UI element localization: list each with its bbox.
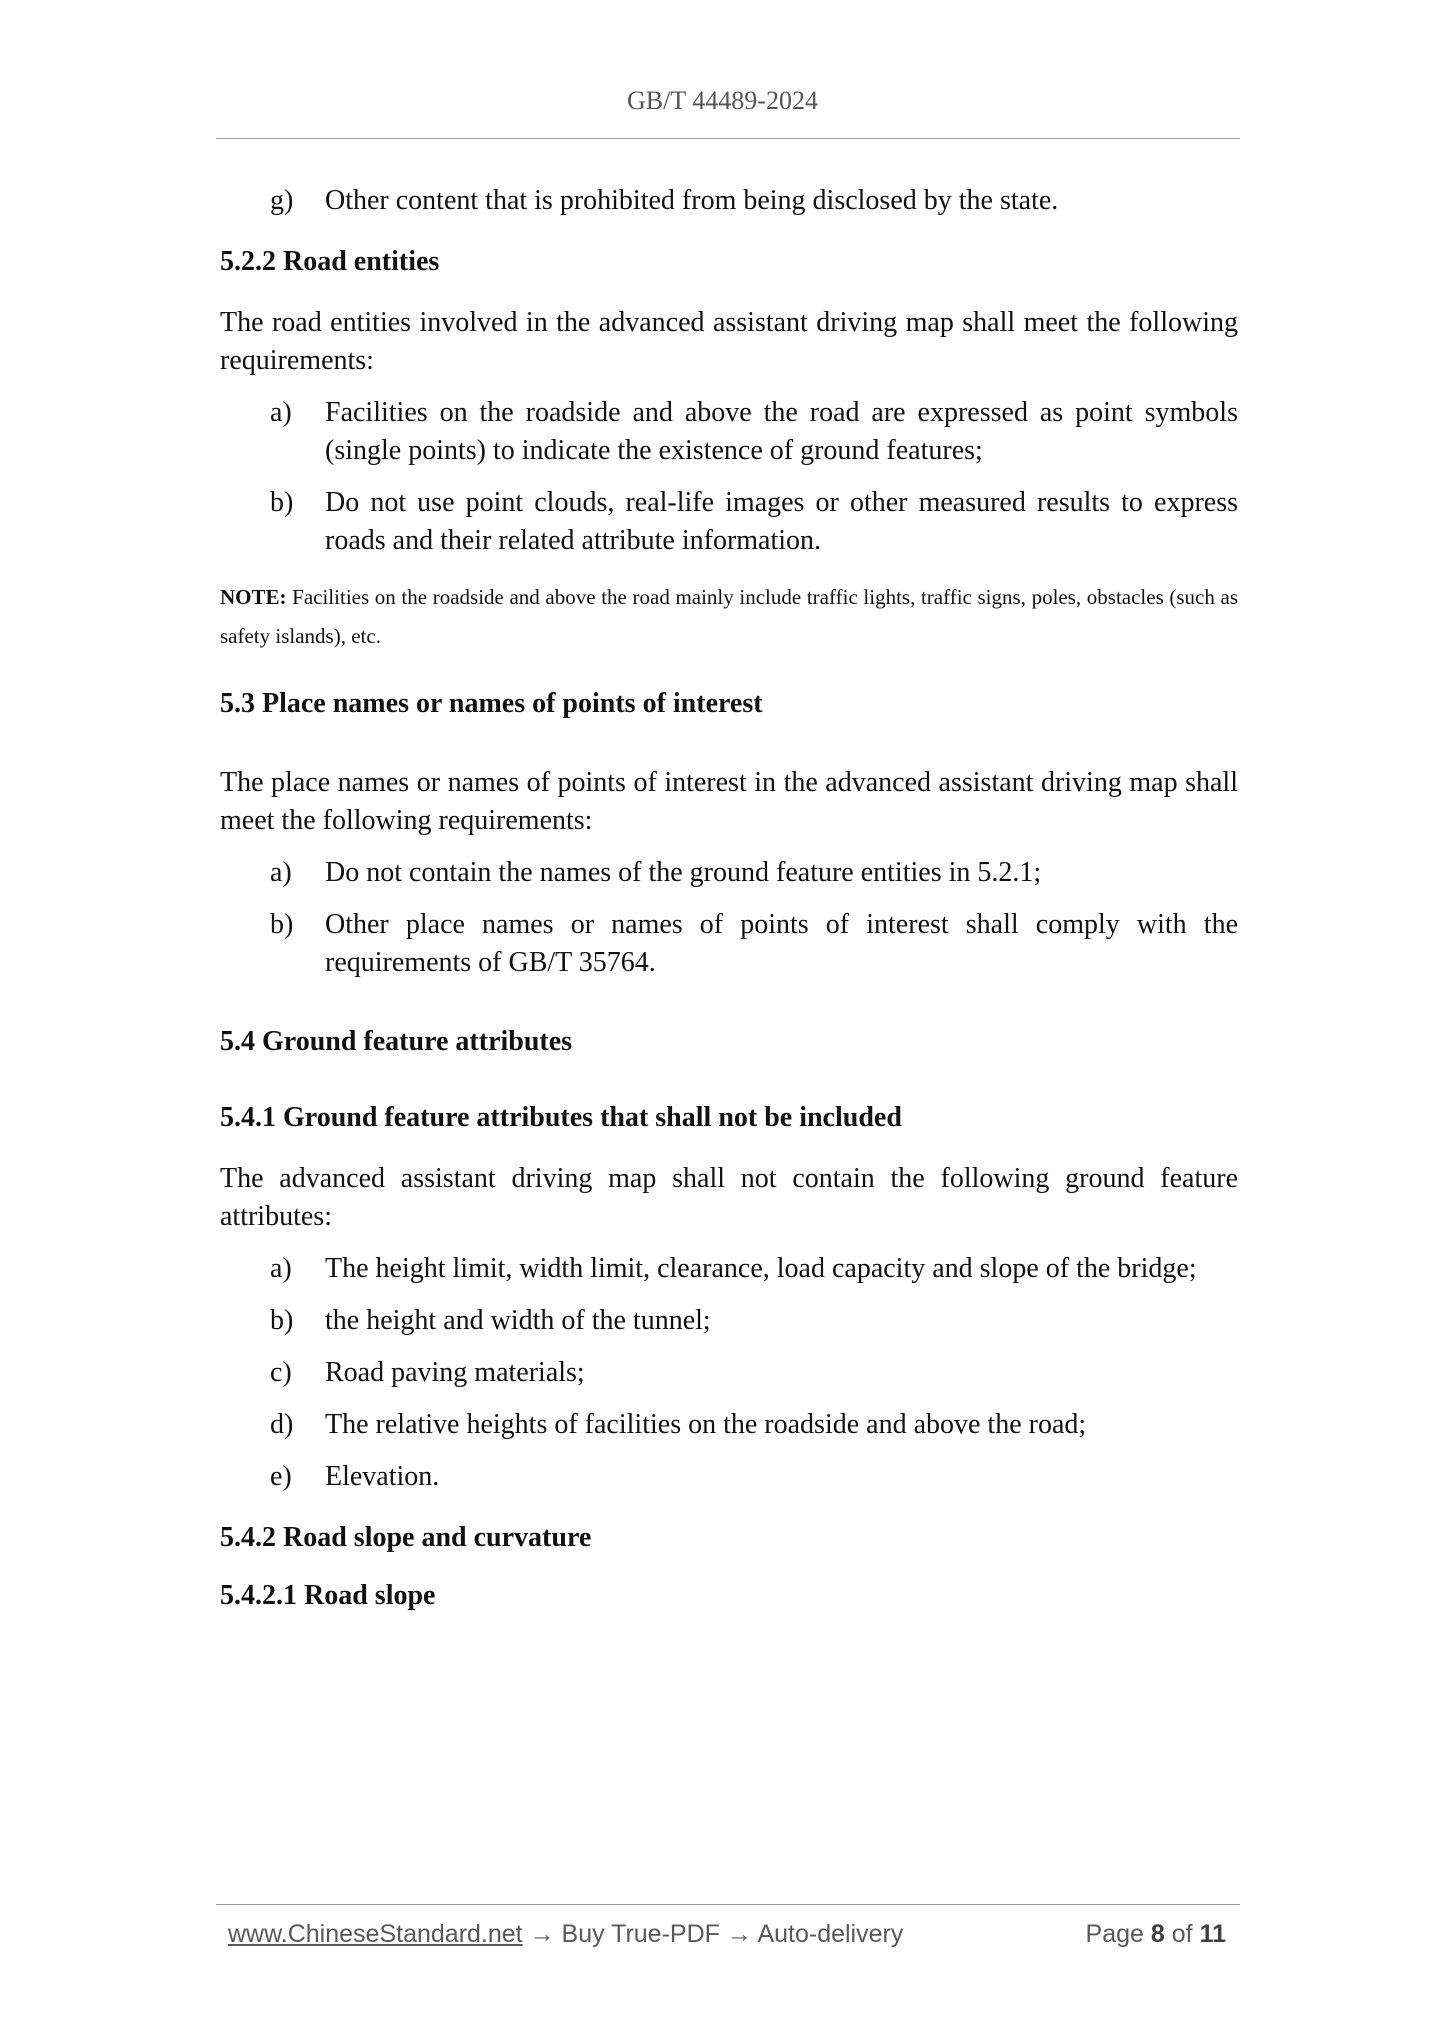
list-text: The relative heights of facilities on the roadside and above the road; — [325, 1409, 1087, 1440]
auto-delivery-text: Auto-delivery — [757, 1920, 904, 1948]
list-marker: b) — [270, 487, 294, 518]
list-text: Other content that is prohibited from being disclosed by the state. — [325, 185, 1059, 216]
of-label: of — [1171, 1920, 1193, 1948]
buy-true-pdf-text: Buy True-PDF — [561, 1920, 720, 1948]
page-number: 8 — [1150, 1920, 1165, 1948]
list-item — [220, 1458, 1238, 1496]
list-marker: a) — [270, 857, 292, 888]
list-item — [220, 1406, 1238, 1444]
list-text: Road paving materials; — [325, 1357, 585, 1388]
header-divider — [216, 138, 1240, 139]
chinesestandard-link[interactable]: www.ChineseStandard.net — [228, 1920, 523, 1948]
list-item — [220, 854, 1238, 892]
list-text: Do not use point clouds, real-life images or other measured results to express roads and their related attribute information. — [325, 487, 1238, 556]
list-item — [220, 394, 1238, 470]
list-marker: b) — [270, 909, 294, 940]
list-text: Do not contain the names of the ground feature entities in 5.2.1; — [325, 857, 1042, 888]
list-marker: a) — [270, 1253, 292, 1284]
list-item — [220, 182, 1238, 220]
page-footer — [228, 1920, 1240, 1956]
list-marker: g) — [270, 185, 294, 216]
footer-left — [228, 1920, 903, 1949]
header-standard-number: GB/T 44489-2024 — [627, 86, 818, 115]
footer-divider — [216, 1904, 1240, 1905]
list-text: Other place names or names of points of interest shall comply with the requirements of GB/T 35764. — [325, 909, 1238, 978]
note — [220, 578, 1238, 656]
heading-5-2-2: 5.2.2 Road entities — [220, 246, 440, 277]
list-marker: c) — [270, 1357, 292, 1388]
list-marker: d) — [270, 1409, 294, 1440]
list-marker: e) — [270, 1461, 292, 1492]
arrow-right-icon: → — [726, 1920, 752, 1948]
page-indicator — [1086, 1920, 1226, 1949]
heading-5-4-2: 5.4.2 Road slope and curvature — [220, 1522, 592, 1553]
paragraph: The advanced assistant driving map shall not contain the following ground feature attributes: — [220, 1163, 1238, 1232]
list-item — [220, 1250, 1238, 1288]
note-label: NOTE: — [220, 585, 287, 609]
list-text: Elevation. — [325, 1461, 440, 1492]
page-label: Page — [1085, 1920, 1144, 1948]
list-marker: b) — [270, 1305, 294, 1336]
paragraph: The road entities involved in the advanced assistant driving map shall meet the following requirements: — [220, 307, 1238, 376]
heading-5-4: 5.4 Ground feature attributes — [220, 1026, 573, 1057]
page-content — [220, 182, 1238, 1612]
arrow-right-icon: → — [529, 1920, 555, 1948]
list-item — [220, 1302, 1238, 1340]
paragraph: The place names or names of points of interest in the advanced assistant driving map shall meet the following requirements: — [220, 767, 1238, 836]
list-text: The height limit, width limit, clearance, load capacity and slope of the bridge; — [325, 1253, 1197, 1284]
list-marker: a) — [270, 397, 292, 428]
list-item — [220, 1354, 1238, 1392]
page-total: 11 — [1199, 1920, 1226, 1948]
heading-5-4-2-1: 5.4.2.1 Road slope — [220, 1580, 436, 1611]
note-text: Facilities on the roadside and above the road mainly include traffic lights, traffic signs, poles, obstacles (such as safety islands), etc. — [220, 585, 1239, 648]
list-text: the height and width of the tunnel; — [325, 1305, 711, 1336]
heading-5-4-1: 5.4.1 Ground feature attributes that shall not be included — [220, 1102, 902, 1133]
list-item — [220, 906, 1238, 982]
heading-5-3: 5.3 Place names or names of points of interest — [220, 688, 763, 719]
list-item — [220, 484, 1238, 560]
list-text: Facilities on the roadside and above the road are expressed as point symbols (single points) to indicate the existence of ground features; — [325, 397, 1238, 466]
